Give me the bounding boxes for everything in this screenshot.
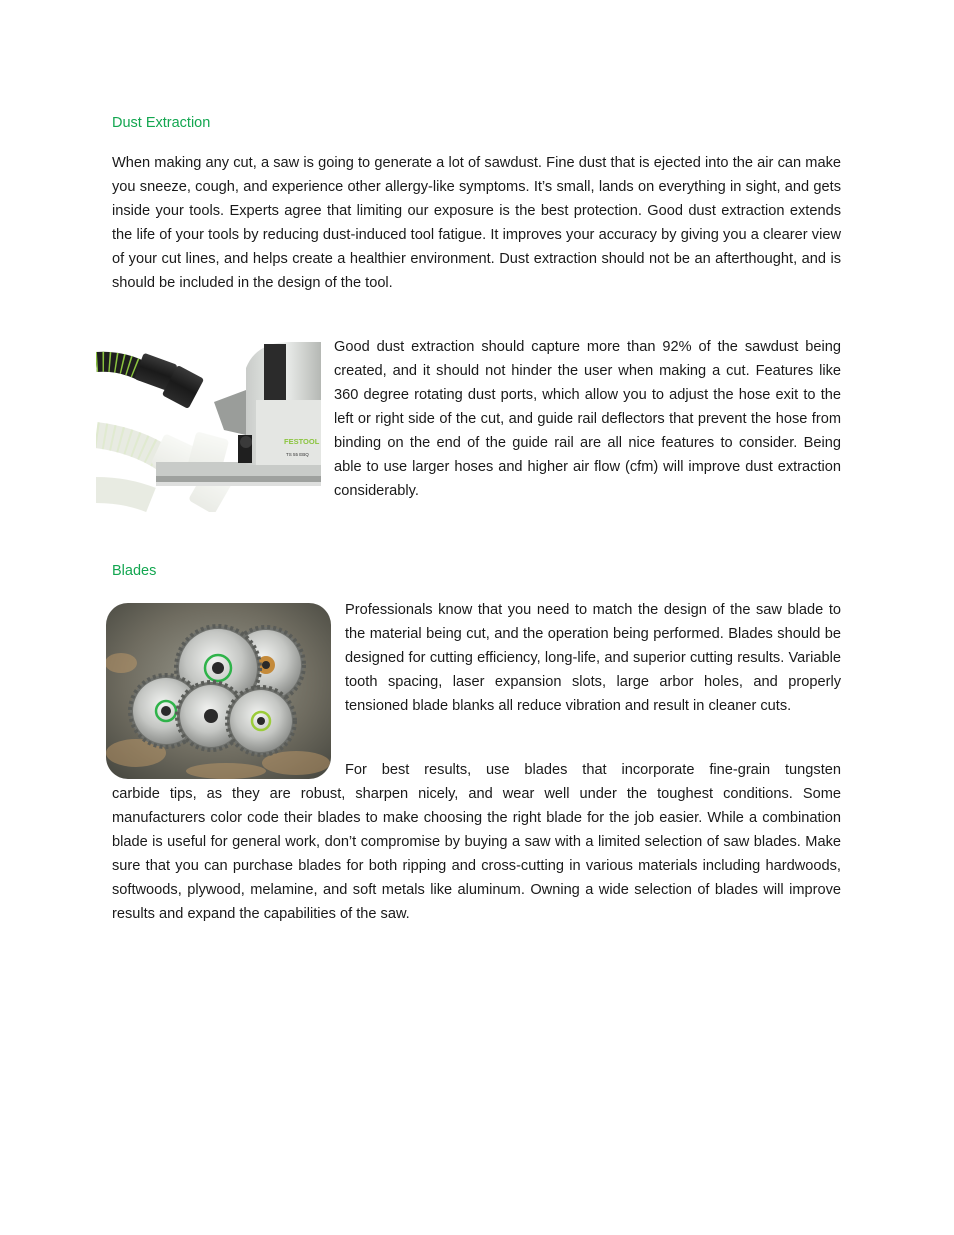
saw-dust-port-image <box>96 340 321 512</box>
saw-model-label: TS 55 EBQ <box>286 452 309 457</box>
blades-heading: Blades <box>112 563 157 579</box>
dust-extraction-paragraph-1: When making any cut, a saw is going to generate a lot of sawdust. Fine dust that is ejected into the air can make you sneeze, cough, and experience other allergy-like symptoms. It’s small, lands on everything in sight, and gets inside your tools. Experts agree that limiting our exposure is the best protection. Good dust extraction extends the life of your tools by reducing dust-induced tool fatigue. It improves your accuracy by giving you a clearer view of your cut lines, and helps create a healthier environment. Dust extraction should not be an afterthought, and is should be included in the design of the tool. <box>112 155 841 291</box>
dust-extraction-heading: Dust Extraction <box>112 115 211 131</box>
festool-brand-label: FESTOOL <box>284 437 320 446</box>
blades-paragraph-1: Professionals know that you need to match the design of the saw blade to the material being cut, and the operation being performed. Blades should be designed for cutting efficiency, long-life, and superior cutting results. Variable tooth spacing, laser expansion slots, large arbor holes, and properly tensioned blade blanks all reduce vibration and result in cleaner cuts. <box>345 602 841 714</box>
blades-paragraph-2: carbide tips, as they are robust, sharpen nicely, and wear well under the toughest conditions. Some manufacturers color code their blades to make choosing the right blade for the job easier. While a combination blade is useful for general work, don’t compromise by buying a saw with a limited selection of saw blades. Make sure that you can purchase blades for both ripping and cross-cutting in various materials including hardwoods, softwoods, plywood, melamine, and soft metals like aluminum. Owning a wide selection of blades will improve results and expand the capabilities of the saw. <box>112 786 841 922</box>
dust-extraction-paragraph-2: Good dust extraction should capture more than 92% of the sawdust being created, and it should not hinder the user when making a cut. Features like 360 degree rotating dust ports, which allow you to adjust the hose exit to the left or right side of the cut, and guide rail deflectors that prevent the hose from binding on the end of the guide rail are all nice features to consider. Being able to use larger hoses and higher air flow (cfm) will improve dust extraction considerably. <box>334 339 841 499</box>
blades-paragraph-2-first-line: For best results, use blades that incorporate fine-grain tungsten <box>345 762 841 778</box>
saw-blades-image <box>106 603 331 779</box>
